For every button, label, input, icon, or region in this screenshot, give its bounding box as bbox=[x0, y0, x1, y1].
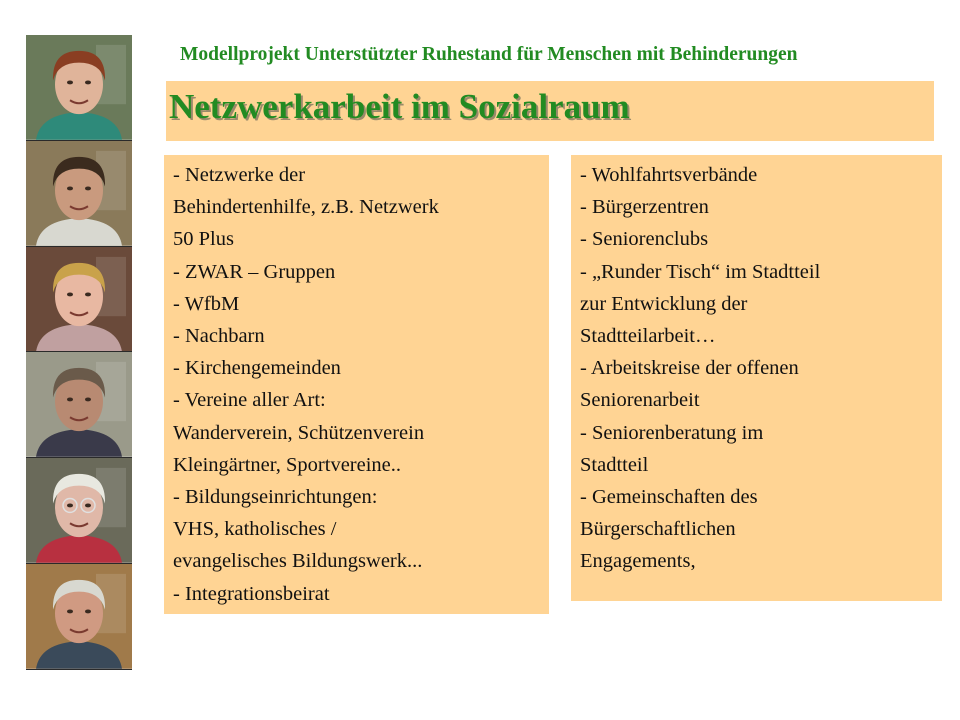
list-line: - Seniorenberatung im bbox=[580, 421, 764, 444]
list-line: - Kirchengemeinden bbox=[173, 357, 341, 380]
portrait-photo-man-dark-hair bbox=[26, 141, 132, 247]
portrait-photo-woman-short-red-hair bbox=[26, 35, 132, 141]
portrait-photo-woman-blonde-hair bbox=[26, 247, 132, 353]
list-line: - ZWAR – Gruppen bbox=[173, 260, 336, 283]
portrait-photo-strip bbox=[26, 35, 132, 670]
portrait-photo-woman-white-hair-glasses bbox=[26, 458, 132, 564]
list-line: evangelisches Bildungswerk... bbox=[173, 550, 423, 573]
list-line: - „Runder Tisch“ im Stadtteil bbox=[580, 260, 821, 283]
list-line: Kleingärtner, Sportvereine.. bbox=[173, 453, 402, 476]
page-title: Netzwerkarbeit im Sozialraum bbox=[169, 87, 630, 126]
list-line: - Vereine aller Art: bbox=[173, 389, 326, 412]
list-line: Stadtteilarbeit… bbox=[580, 325, 716, 348]
list-line: Behindertenhilfe, z.B. Netzwerk bbox=[173, 196, 439, 219]
title-banner bbox=[166, 81, 934, 141]
list-line: - WfbM bbox=[173, 292, 240, 315]
list-line: zur Entwicklung der bbox=[580, 292, 748, 315]
list-line: - Wohlfahrtsverbände bbox=[580, 164, 758, 186]
list-line: - Bildungseinrichtungen: bbox=[173, 486, 378, 509]
list-line: 50 Plus bbox=[173, 228, 234, 251]
list-line: Engagements, bbox=[580, 550, 696, 573]
list-line: VHS, katholisches / bbox=[173, 518, 337, 541]
project-subtitle: Modellprojekt Unterstützter Ruhestand für Menschen mit Behinderungen bbox=[180, 44, 798, 65]
list-line: - Gemeinschaften des bbox=[580, 486, 758, 509]
network-list-right bbox=[571, 155, 942, 601]
portrait-photo-man-grey-hair-elderly bbox=[26, 352, 132, 458]
list-line: Stadtteil bbox=[580, 453, 649, 476]
list-line: - Netzwerke der bbox=[173, 164, 306, 186]
list-line: - Arbeitskreise der offenen bbox=[580, 357, 799, 380]
portrait-photo-man-white-hair bbox=[26, 564, 132, 670]
list-line: - Seniorenclubs bbox=[580, 228, 709, 251]
list-line: Bürgerschaftlichen bbox=[580, 518, 736, 541]
list-line: Wanderverein, Schützenverein bbox=[173, 421, 425, 444]
list-line: - Bürgerzentren bbox=[580, 196, 709, 219]
list-line: - Integrationsbeirat bbox=[173, 582, 330, 605]
list-line: Seniorenarbeit bbox=[580, 389, 700, 412]
network-list-left bbox=[164, 155, 549, 614]
list-line: - Nachbarn bbox=[173, 325, 265, 348]
